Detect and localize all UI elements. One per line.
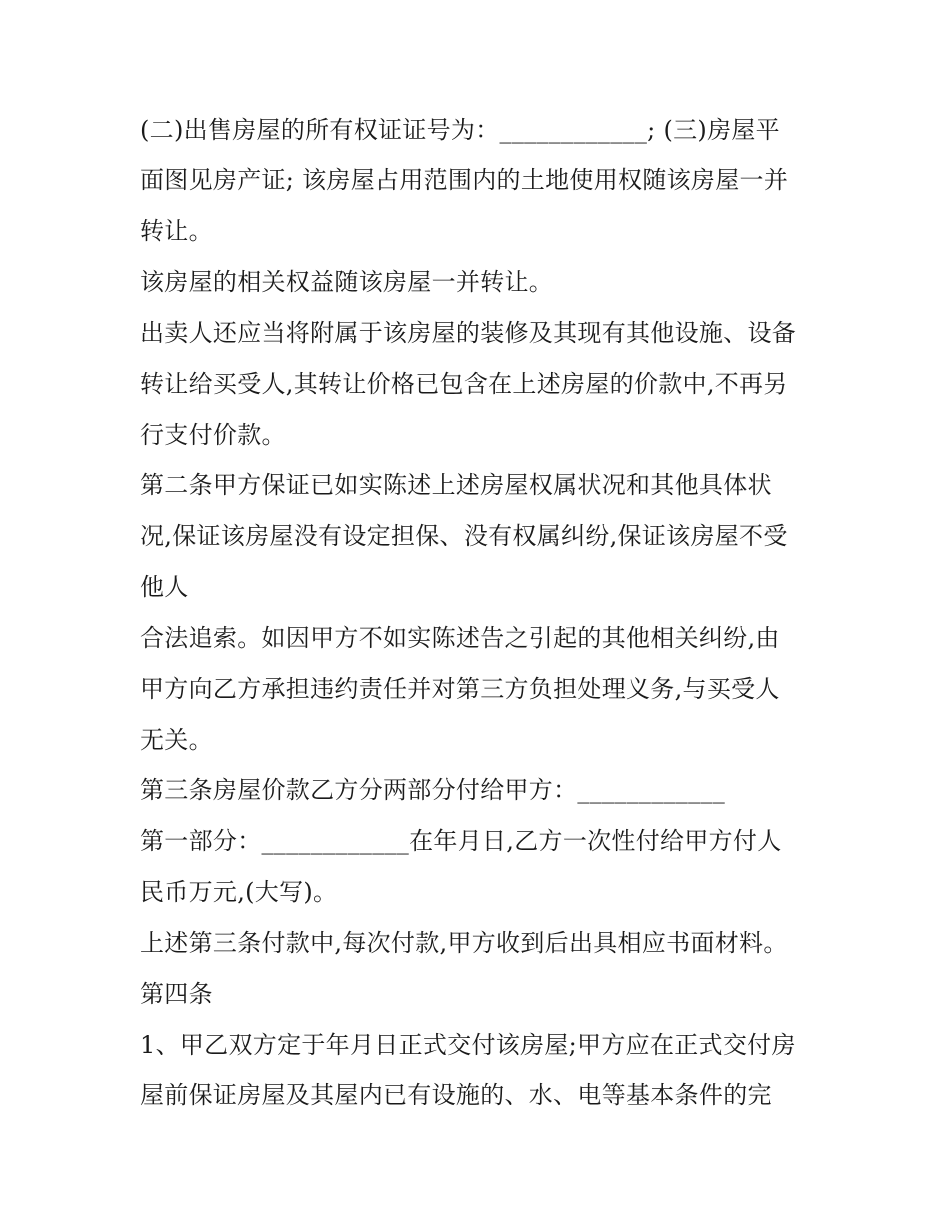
- text-line: 上述第三条付款中,每次付款,甲方收到后出具相应书面材料。: [140, 929, 788, 957]
- text-line: 第二条甲方保证已如实陈述上述房屋权属状况和其他具体状: [140, 471, 772, 499]
- text-line: 面图见房产证; 该房屋占用范围内的土地使用权随该房屋一并: [140, 166, 789, 194]
- text-line: 民币万元,(大写)。: [140, 878, 338, 906]
- text-line: 转让给买受人,其转让价格已包含在上述房屋的价款中,不再另: [140, 370, 788, 398]
- text-line: 行支付价款。: [140, 421, 286, 449]
- text-line: 他人: [140, 573, 189, 601]
- text-line: 合法追索。如因甲方不如实陈述告之引起的其他相关纠纷,由: [140, 624, 780, 652]
- text-line: 出卖人还应当将附属于该房屋的装修及其现有其他设施、设备: [140, 319, 797, 347]
- text-line: 第三条房屋价款乙方分两部分付给甲方：____________: [140, 776, 725, 804]
- text-line: 况,保证该房屋没有设定担保、没有权属纠纷,保证该房屋不受: [140, 522, 788, 550]
- text-line: 转让。: [140, 217, 213, 245]
- text-line: 第一部分：____________在年月日,乙方一次性付给甲方付人: [140, 827, 782, 855]
- text-line: 1、甲乙双方定于年月日正式交付该房屋;甲方应在正式交付房: [140, 1031, 796, 1059]
- text-line: 该房屋的相关权益随该房屋一并转让。: [140, 268, 554, 296]
- text-line: 甲方向乙方承担违约责任并对第三方负担处理义务,与买受人: [140, 675, 780, 703]
- text-line: 第四条: [140, 980, 213, 1008]
- text-line: 屋前保证房屋及其屋内已有设施的、水、电等基本条件的完: [140, 1081, 772, 1109]
- text-line: (二)出售房屋的所有权证证号为：____________; (三)房屋平: [140, 116, 780, 144]
- text-line: 无关。: [140, 726, 213, 754]
